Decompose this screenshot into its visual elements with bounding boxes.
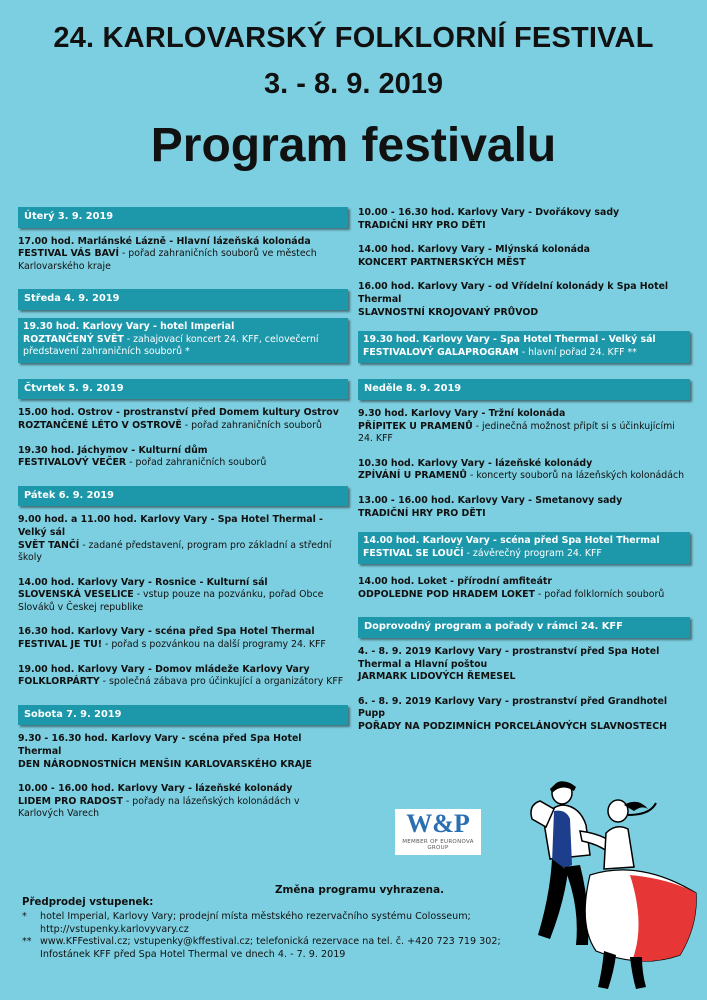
- event-time-place: 19.30 hod. Karlovy Vary - hotel Imperial: [23, 320, 235, 332]
- program-left-column: [18, 207, 348, 837]
- event-description: - společná zábava pro účinkující a organizátory KFF: [99, 676, 344, 688]
- presale-title: Předprodej vstupenek:: [22, 897, 154, 908]
- event-time-place: 10.00 - 16.00 hod. Karlovy Vary - lázeňské kolonády: [18, 783, 293, 795]
- day-header: Úterý 3. 9. 2019: [18, 207, 348, 228]
- event-name: FESTIVAL VÁS BAVÍ: [18, 248, 119, 260]
- event-name: LIDEM PRO RADOST: [18, 795, 123, 807]
- event-details: [18, 589, 348, 614]
- event-time-place: 6. - 8. 9. 2019 Karlovy Vary - prostranství před Grandhotel Pupp: [358, 695, 668, 720]
- program-event: [358, 458, 690, 483]
- event-description: - pořad zahraničních souborů: [126, 457, 267, 469]
- event-description: - hlavní pořad 24. KFF **: [518, 346, 637, 358]
- event-details: [358, 307, 690, 320]
- event-time-place: 10.30 hod. Karlovy Vary - lázeňské kolonády: [358, 457, 593, 469]
- program-event: [18, 318, 348, 363]
- event-details: [18, 639, 348, 652]
- wp-logo: [395, 809, 481, 855]
- event-details: [18, 420, 348, 433]
- event-details: [18, 457, 348, 470]
- event-time-place: 10.00 - 16.30 hod. Karlovy Vary - Dvořákovy sady: [358, 207, 620, 218]
- event-description: - závěrečný program 24. KFF: [463, 547, 602, 559]
- event-time-place: 15.00 hod. Ostrov - prostranství před Domem kultury Ostrov: [18, 407, 339, 419]
- program-event: [358, 696, 690, 734]
- event-name: TRADIČNÍ HRY PRO DĚTI: [358, 507, 486, 519]
- event-details: [18, 248, 348, 273]
- event-description: - pořad s pozvánkou na další programy 24. KFF: [102, 639, 326, 651]
- program-event: [18, 783, 348, 821]
- day-header: Pátek 6. 9. 2019: [18, 486, 348, 507]
- event-time-place: 19.30 hod. Karlovy Vary - Spa Hotel Thermal - Velký sál: [363, 334, 656, 346]
- festival-dates: 3. - 8. 9. 2019: [264, 68, 443, 100]
- program-event: [358, 207, 690, 232]
- logo-text: W&P: [406, 809, 470, 838]
- festival-title: 24. KARLOVARSKÝ FOLKLORNÍ FESTIVAL: [53, 22, 654, 54]
- program-right-column: [358, 207, 690, 750]
- program-event: [18, 664, 348, 689]
- event-name: FESTIVALOVÝ VEČER: [18, 457, 127, 469]
- presale-mark: *: [22, 910, 27, 922]
- event-details: [358, 220, 690, 233]
- event-time-place: 14.00 hod. Karlovy Vary - scéna před Spa Hotel Thermal: [363, 535, 660, 547]
- day-header: Sobota 7. 9. 2019: [18, 705, 348, 726]
- event-time-place: 9.00 hod. a 11.00 hod. Karlovy Vary - Spa Hotel Thermal - Velký sál: [18, 514, 323, 538]
- event-name: ROZTANČENÉ LÉTO V OSTROVĚ: [18, 419, 182, 431]
- event-time-place: 9.30 hod. Karlovy Vary - Tržní kolonáda: [358, 407, 566, 419]
- event-time-place: 19.30 hod. Jáchymov - Kulturní dům: [18, 444, 208, 456]
- event-description: - pořad zahraničních souborů: [181, 419, 322, 431]
- event-details: [358, 508, 690, 521]
- event-description: - pořad zahraničních souborů ve městech Karlovarského kraje: [18, 248, 317, 272]
- event-description: - koncerty souborů na lázeňských kolonádách: [467, 470, 685, 482]
- event-details: [18, 796, 348, 821]
- event-details: [23, 334, 343, 359]
- event-details: [358, 721, 690, 734]
- event-name: DEN NÁRODNOSTNÍCH MENŠIN KARLOVARSKÉHO KRAJE: [18, 758, 312, 770]
- presale-line: hotel Imperial, Karlovy Vary; prodejní místa městského rezervačního systému Colosseum;: [40, 910, 471, 922]
- event-name: SLAVNOSTNÍ KROJOVANÝ PRŮVOD: [358, 306, 539, 318]
- section-gap: [358, 746, 690, 750]
- event-name: JARMARK LIDOVÝCH ŘEMESEL: [358, 671, 516, 683]
- event-details: [358, 671, 690, 684]
- program-event: [18, 445, 348, 470]
- event-details: [18, 540, 348, 565]
- event-name: SVĚT TANČÍ: [18, 539, 80, 551]
- event-time-place: 16.00 hod. Karlovy Vary - od Vřídelní kolonády k Spa Hotel Thermal: [358, 281, 669, 305]
- event-description: - vstup pouze na pozvánku, pořad Obce Slováků v Českej republike: [18, 589, 324, 613]
- event-details: [18, 759, 348, 772]
- program-event: [358, 244, 690, 269]
- event-description: - jedinečná možnost připít si s účinkujícími 24. KFF: [358, 420, 675, 445]
- event-name: ZPÍVÁNÍ U PRAMENŮ: [358, 470, 468, 482]
- event-details: [358, 470, 690, 483]
- program-event: [18, 514, 348, 564]
- event-details: [363, 548, 685, 561]
- event-time-place: 4. - 8. 9. 2019 Karlovy Vary - prostranství před Spa Hotel Thermal a Hlavní poštou: [358, 646, 660, 670]
- event-time-place: 17.00 hod. Marlánské Lázně - Hlavní lázeňská kolonáda: [18, 235, 311, 247]
- program-change-notice: Změna programu vyhrazena.: [274, 884, 445, 896]
- event-description: - pořady na lázeňských kolonádách v Karlových Varech: [18, 795, 300, 820]
- day-header: Doprovodný program a pořady v rámci 24. KFF: [358, 617, 690, 638]
- event-name: FOLKLORPÁRTY: [18, 676, 100, 688]
- event-description: - pořad folklorních souborů: [534, 588, 665, 600]
- program-event: [18, 577, 348, 615]
- event-details: [358, 257, 690, 270]
- event-time-place: 19.00 hod. Karlovy Vary - Domov mládeže Karlovy Vary: [18, 663, 310, 675]
- program-event: [18, 733, 348, 771]
- presale-line: Infostánek KFF před Spa Hotel Thermal ve dnech 4. - 7. 9. 2019: [40, 949, 346, 961]
- day-header: Neděle 8. 9. 2019: [358, 379, 690, 400]
- program-event: [358, 331, 690, 363]
- event-description: - zadané představení, program pro základní a střední školy: [18, 539, 332, 564]
- program-event: [358, 646, 690, 684]
- event-time-place: 9.30 - 16.30 hod. Karlovy Vary - scéna před Spa Hotel Thermal: [18, 733, 302, 758]
- event-name: PŘÍPITEK U PRAMENŮ: [358, 420, 473, 432]
- event-details: [18, 676, 348, 689]
- section-gap: [18, 833, 348, 837]
- day-header: Středa 4. 9. 2019: [18, 289, 348, 310]
- event-name: POŘADY NA PODZIMNÍCH PORCELÁNOVÝCH SLAVNOSTECH: [358, 721, 667, 733]
- program-event: [18, 236, 348, 274]
- event-time-place: 13.00 - 16.00 hod. Karlovy Vary - Smetanovy sady: [358, 494, 623, 506]
- event-time-place: 14.00 hod. Karlovy Vary - Mlýnská kolonáda: [358, 244, 590, 256]
- event-name: FESTIVAL JE TU!: [18, 639, 102, 651]
- presale-row: [22, 911, 582, 937]
- program-heading: Program festivalu: [150, 119, 557, 172]
- logo-subtext: MEMBER OF EURONOVA GROUP: [402, 839, 474, 851]
- program-event: [358, 495, 690, 520]
- event-name: KONCERT PARTNERSKÝCH MĚST: [358, 256, 526, 268]
- day-header: Čtvrtek 5. 9. 2019: [18, 379, 348, 400]
- program-event: [358, 281, 690, 319]
- program-event: [18, 626, 348, 651]
- event-description: - zahajovací koncert 24. KFF, celovečerní představení zahraničních souborů *: [23, 333, 319, 358]
- program-event: [358, 408, 690, 446]
- event-name: SLOVENSKÁ VESELICE: [18, 589, 134, 601]
- presale-link[interactable]: http://vstupenky.karlovyvary.cz: [40, 923, 189, 935]
- program-event: [358, 532, 690, 564]
- event-details: [358, 421, 690, 446]
- event-name: TRADIČNÍ HRY PRO DĚTI: [358, 219, 486, 231]
- event-details: [358, 589, 690, 602]
- event-details: [363, 347, 685, 360]
- ticket-presale: [22, 897, 582, 962]
- event-name: FESTIVALOVÝ GALAPROGRAM: [363, 346, 519, 358]
- event-time-place: 16.30 hod. Karlovy Vary - scéna před Spa Hotel Thermal: [18, 626, 315, 638]
- event-name: ROZTANČENÝ SVĚT: [23, 333, 124, 345]
- event-time-place: 14.00 hod. Loket - přírodní amfiteátr: [358, 576, 553, 588]
- program-event: [18, 407, 348, 432]
- event-name: ODPOLEDNE POD HRADEM LOKET: [358, 588, 535, 600]
- presale-contact[interactable]: www.KFFestival.cz; vstupenky@kffestival.cz; telefonická rezervace na tel. č. +420 723 719 302;: [40, 936, 501, 948]
- event-time-place: 14.00 hod. Karlovy Vary - Rosnice - Kulturní sál: [18, 576, 268, 588]
- program-event: [358, 576, 690, 601]
- presale-row: [22, 936, 582, 962]
- presale-mark: **: [22, 936, 32, 948]
- event-name: FESTIVAL SE LOUČÍ: [363, 547, 464, 559]
